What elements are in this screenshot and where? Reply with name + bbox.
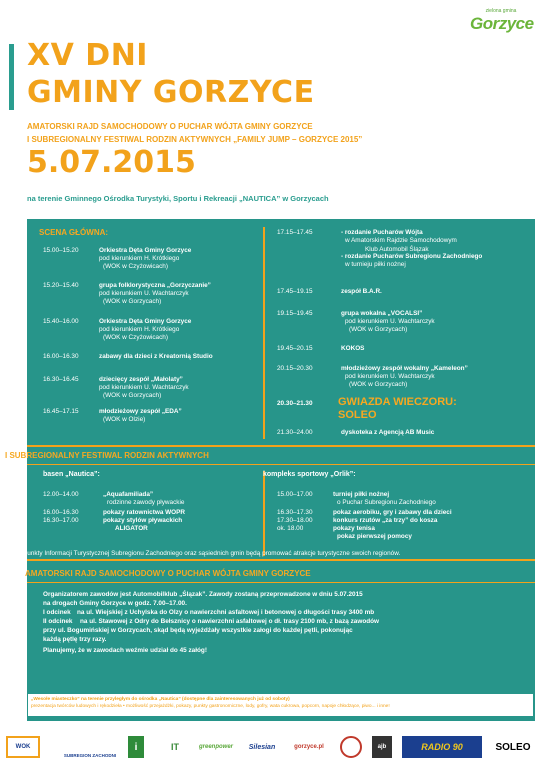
schedule-desc: grupa wokalna „VOCALSI” xyxy=(341,310,423,317)
schedule-note: (WOK w Olzie) xyxy=(103,416,146,423)
schedule-time: 16.30–16.45 xyxy=(43,376,79,383)
event-venue: na terenie Gminnego Ośrodka Turystyki, Sportu i Rekreacji „NAUTICA” w Gorzycach xyxy=(27,194,329,203)
basen-header: basen „Nautica”: xyxy=(43,471,100,478)
festival-desc: „Aquafamiliada” xyxy=(103,491,154,498)
schedule-desc: - rozdanie Pucharów Wójta xyxy=(341,229,423,236)
rajd-header: AMATORSKI RAJD SAMOCHODOWY O PUCHAR WÓJTA GMINY GORZYCE xyxy=(25,569,311,578)
schedule-time: 16.00–16.30 xyxy=(43,353,79,360)
festival-desc: rodzinne zawody pływackie xyxy=(107,499,185,506)
schedule-desc: w Amatorskim Rajdzie Samochodowym xyxy=(345,237,457,244)
schedule-desc: pod kierunkiem U. Wachtarczyk xyxy=(345,373,435,380)
schedule-note: (WOK w Gorzycach) xyxy=(103,298,162,305)
sponsor-logo: SUBREGION ZACHODNI xyxy=(63,753,117,758)
schedule-desc: pod kierunkiem U. Wachtarczyk xyxy=(99,290,189,297)
sponsor-logo: WOK xyxy=(6,736,40,758)
sponsor-seal-icon xyxy=(340,736,362,758)
schedule-note: (WOK w Gorzycach) xyxy=(103,392,162,399)
festival-desc: o Puchar Subregionu Zachodniego xyxy=(337,499,436,506)
schedule-desc: Orkiestra Dęta Gminy Gorzyce xyxy=(99,247,192,254)
schedule-time: 15.00–15.20 xyxy=(43,247,79,254)
program-panel xyxy=(5,219,535,721)
schedule-note: (WOK w Gorzycach) xyxy=(349,326,408,333)
festival-desc: pokazy ratownictwa WOPR xyxy=(103,509,186,516)
sponsor-logo: SOLEO xyxy=(495,741,531,753)
schedule-desc: grupa folklorystyczna „Gorzyczanie” xyxy=(99,282,211,289)
schedule-time: 20.15–20.30 xyxy=(277,365,313,372)
orlik-header: kompleks sportowy „Orlik”: xyxy=(263,471,356,478)
scena-header: SCENA GŁÓWNA: xyxy=(39,228,109,237)
festival-footnote: Punkty Informacji Turystycznej Subregionu Zachodniego oraz sąsiednich gmin będą promować atrakcje turystyczne swoich regionów. xyxy=(23,550,401,557)
rajd-divider xyxy=(27,559,535,561)
festival-desc: ALIGATOR xyxy=(115,525,148,532)
title-line-2: GMINY GORZYCE xyxy=(27,75,315,110)
schedule-time: 17.15–17.45 xyxy=(277,229,313,236)
info-line-1: „Wesołe miasteczko” na terenie przyległym do ośrodka „Nautica” (dostępne dla zainteresowanych już od soboty) xyxy=(31,697,290,702)
rajd-paragraph: każdą pętlę trzy razy. xyxy=(43,636,107,643)
rajd-header-divider xyxy=(27,582,535,583)
logo-tagline: zielona gmina xyxy=(485,8,517,14)
rajd-segment: na ul. Wiejskiej z Uchylska do Olzy o nawierzchni asfaltowej i betonowej o długości trasy 3400 mb xyxy=(77,609,375,616)
schedule-desc: Orkiestra Dęta Gminy Gorzyce xyxy=(99,318,192,325)
schedule-desc: pod kierunkiem U. Wachtarczyk xyxy=(99,384,189,391)
schedule-time: 20.30–21.30 xyxy=(277,400,313,407)
sponsor-strip xyxy=(0,730,543,768)
rajd-segment: na ul. Stawowej z Odry do Bełsznicy o nawierzchni asfaltowej o dł. trasy 2100 mb, z bazą zawodów xyxy=(80,618,380,625)
schedule-time: 15.20–15.40 xyxy=(43,282,79,289)
rajd-segment-label: II odcinek xyxy=(43,618,73,625)
title-accent-bar xyxy=(9,44,14,110)
sponsor-logo: Silesian xyxy=(248,743,276,751)
festival-desc: pokaz aerobiku, gry i zabawy dla dzieci xyxy=(333,509,452,516)
schedule-time: 15.40–16.00 xyxy=(43,318,79,325)
schedule-time: 19.15–19.45 xyxy=(277,310,313,317)
schedule-time: 17.45–19.15 xyxy=(277,288,313,295)
schedule-time: 21.30–24.00 xyxy=(277,429,313,436)
sponsor-logo: gorzyce.pl xyxy=(294,744,324,750)
schedule-desc: dziecięcy zespół „Małolaty” xyxy=(99,376,183,383)
schedule-note: (WOK w Czyżowicach) xyxy=(103,263,168,270)
festival-time: 16.30–17.30 xyxy=(277,509,313,516)
schedule-note: (WOK w Czyżowicach) xyxy=(103,334,168,341)
festival-header-divider xyxy=(27,464,535,465)
schedule-desc: dyskoteka z Agencją AB Music xyxy=(341,429,435,436)
schedule-desc: - rozdanie Pucharów Subregionu Zachodniego xyxy=(341,253,483,260)
schedule-note: Klub Automobil Ślązak xyxy=(365,246,429,253)
festival-time: 16.30–17.00 xyxy=(43,517,79,524)
schedule-desc: zespół B.A.R. xyxy=(341,288,382,295)
schedule-note: (WOK w Gorzycach) xyxy=(349,381,408,388)
festival-desc: pokaz pierwszej pomocy xyxy=(337,533,412,540)
gorzyce-logo xyxy=(470,8,532,42)
schedule-desc: pod kierunkiem H. Krótkiego xyxy=(99,255,180,262)
schedule-desc: KOKOS xyxy=(341,345,365,352)
logo-name: Gorzyce xyxy=(470,14,534,33)
schedule-time: 19.45–20.15 xyxy=(277,345,313,352)
rajd-segment-label: I odcinek xyxy=(43,609,71,616)
subtitle-line-1: AMATORSKI RAJD SAMOCHODOWY O PUCHAR WÓJTA GMINY GORZYCE xyxy=(27,122,313,131)
festival-desc: pokazy stylów pływackich xyxy=(103,517,183,524)
sponsor-logo: RADIO 90 xyxy=(402,736,482,758)
scena-divider xyxy=(263,227,265,439)
rajd-highlight: Planujemy, że w zawodach weźmie udział do 45 załóg! xyxy=(43,647,207,654)
sponsor-logo: ajb xyxy=(372,736,392,758)
schedule-desc: pod kierunkiem U. Wachtarczyk xyxy=(345,318,435,325)
headliner-label: GWIAZDA WIECZORU: xyxy=(338,396,457,408)
title-line-1: XV DNI xyxy=(27,38,148,73)
event-date: 5.07.2015 xyxy=(27,145,196,180)
schedule-desc: zabawy dla dzieci z Kreatornią Studio xyxy=(99,353,213,360)
info-line-2: prezentacja twórców ludowych i rękodzieła • możliwość przejażdżki, pokazy, punkty gastronomiczne, lody, gofry, wata cukrowa, popcorn, napoje chłodzące, piwo... i inne! xyxy=(31,704,390,709)
schedule-time: 16.45–17.15 xyxy=(43,408,79,415)
festival-time: ok. 18.00 xyxy=(277,525,304,532)
sponsor-logo: i xyxy=(128,736,144,758)
festival-time: 16.00–16.30 xyxy=(43,509,79,516)
festival-desc: pokazy tenisa xyxy=(333,525,375,532)
schedule-desc: młodzieżowy zespół wokalny „Kameleon” xyxy=(341,365,468,372)
rajd-paragraph: na drogach Gminy Gorzyce w godz. 7.00–17.00. xyxy=(43,600,187,607)
sponsor-logo: IT xyxy=(171,742,179,752)
festival-desc: turniej piłki nożnej xyxy=(333,491,390,498)
festival-time: 12.00–14.00 xyxy=(43,491,79,498)
festival-column-divider xyxy=(263,471,265,556)
schedule-desc: w turnieju piłki nożnej xyxy=(345,261,406,268)
rajd-paragraph: przy ul. Bogumińskiej w Gorzycach, skąd będą wyjeżdżały wszystkie załogi do każdej pętli, pokonując xyxy=(43,627,353,634)
schedule-desc: pod kierunkiem H. Krótkiego xyxy=(99,326,180,333)
subtitle-line-2: I SUBREGIONALNY FESTIWAL RODZIN AKTYWNYCH „FAMILY JUMP – GORZYCE 2015” xyxy=(27,135,363,144)
festival-header: I SUBREGIONALNY FESTIWAL RODZIN AKTYWNYCH xyxy=(5,451,209,460)
festival-time: 17.30–18.00 xyxy=(277,517,313,524)
info-bar xyxy=(28,694,533,716)
rajd-paragraph: Organizatorem zawodów jest Automobilklub „Ślązak”. Zawody zostaną przeprowadzone w dniu 5.07.2015 xyxy=(43,591,363,598)
headliner-name: SOLEO xyxy=(338,409,377,421)
festival-desc: konkurs rzutów „za trzy” do kosza xyxy=(333,517,438,524)
sponsor-logo: greenpower xyxy=(198,744,233,750)
schedule-desc: młodzieżowy zespół „EDA” xyxy=(99,408,182,415)
festival-divider xyxy=(27,445,535,447)
festival-time: 15.00–17.00 xyxy=(277,491,313,498)
